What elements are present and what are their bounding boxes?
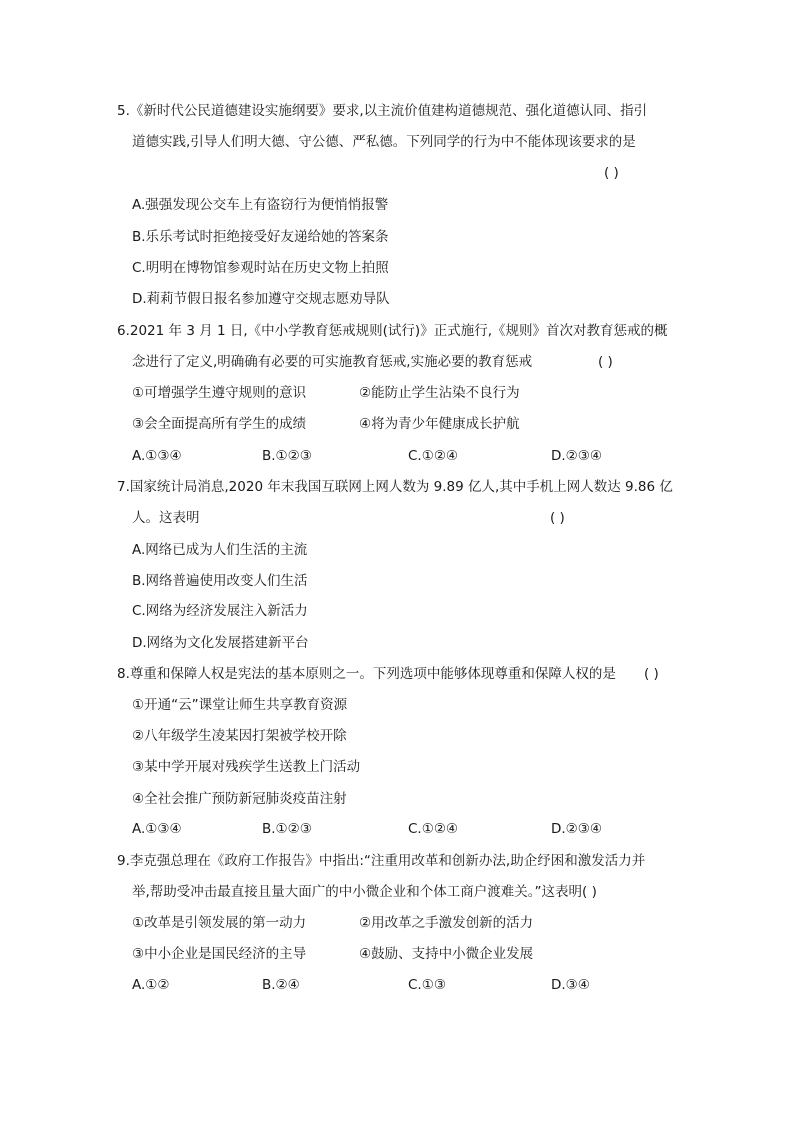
q6-item-3: ③会全面提高所有学生的成绩 [132,416,307,432]
q6-choice-a: A.①③④ [132,448,182,464]
q9-choice-c: C.①③ [408,977,446,993]
q8-choice-b: B.①②③ [262,821,312,837]
q7-stem-line-1: 7.国家统计局消息,2020 年末我国互联网上网人数为 9.89 亿人,其中手机上网人数达 9.86 亿 [117,479,673,495]
q5-option-b: B.乐乐考试时拒绝接受好友递给她的答案条 [132,229,389,245]
q5-stem-line-1: 5.《新时代公民道德建设实施纲要》要求,以主流价值建构道德规范、强化道德认同、指引 [117,103,648,119]
q9-stem-line-2: 举,帮助受冲击最直接且量大面广的中小微企业和个体工商户渡难关。”这表明( ) [132,884,597,900]
q6-choice-c: C.①②④ [408,448,459,464]
q9-choice-b: B.②④ [262,977,300,993]
q7-option-b: B.网络普遍使用改变人们生活 [132,573,308,589]
q9-choice-a: A.①② [132,977,170,993]
q8-choice-a: A.①③④ [132,821,182,837]
q6-stem-line-2: 念进行了定义,明确确有必要的可实施教育惩戒,实施必要的教育惩戒 [132,354,533,370]
q6-item-2: ②能防止学生沾染不良行为 [359,385,520,401]
q5-option-a: A.强强发现公交车上有盗窃行为便悄悄报警 [132,197,389,213]
q7-stem-line-2: 人。这表明 [132,510,200,526]
q6-stem-line-1: 6.2021 年 3 月 1 日,《中小学教育惩戒规则(试行)》正式施行,《规则》首次对教育惩戒的概 [117,323,668,339]
q6-choice-d: D.②③④ [551,448,602,464]
q6-item-4: ④将为青少年健康成长护航 [359,416,520,432]
q9-item-4: ④鼓励、支持中小微企业发展 [359,946,534,962]
q5-option-c: C.明明在博物馆参观时站在历史文物上拍照 [132,260,389,276]
q9-item-1: ①改革是引领发展的第一动力 [132,915,307,931]
q8-item-1: ①开通“云”课堂让师生共享教育资源 [132,697,348,713]
q8-choice-d: D.②③④ [551,821,602,837]
q6-answer-bracket: ( ) [598,354,613,370]
q7-option-a: A.网络已成为人们生活的主流 [132,542,308,558]
q8-answer-bracket: ( ) [644,666,659,682]
q8-stem-line-1: 8.尊重和保障人权是宪法的基本原则之一。下列选项中能够体现尊重和保障人权的是 [117,666,616,682]
q8-choice-c: C.①②④ [408,821,459,837]
q7-answer-bracket: ( ) [550,510,565,526]
q7-option-d: D.网络为文化发展搭建新平台 [132,635,309,651]
q8-item-4: ④全社会推广预防新冠肺炎疫苗注射 [132,791,347,807]
q6-choice-b: B.①②③ [262,448,312,464]
q8-item-3: ③某中学开展对残疾学生送教上门活动 [132,759,361,775]
q9-stem-line-1: 9.李克强总理在《政府工作报告》中指出:“注重用改革和创新办法,助企纾困和激发活力并 [117,853,646,869]
q5-option-d: D.莉莉节假日报名参加遵守交规志愿劝导队 [132,291,390,307]
q9-item-3: ③中小企业是国民经济的主导 [132,946,307,962]
q9-item-2: ②用改革之手激发创新的活力 [359,915,534,931]
q6-item-1: ①可增强学生遵守规则的意识 [132,385,307,401]
q7-option-c: C.网络为经济发展注入新活力 [132,603,308,619]
q5-answer-bracket: ( ) [604,165,619,181]
q5-stem-line-2: 道德实践,引导人们明大德、守公德、严私德。下列同学的行为中不能体现该要求的是 [132,134,636,150]
q9-choice-d: D.③④ [551,977,590,993]
q8-item-2: ②八年级学生凌某因打架被学校开除 [132,728,347,744]
